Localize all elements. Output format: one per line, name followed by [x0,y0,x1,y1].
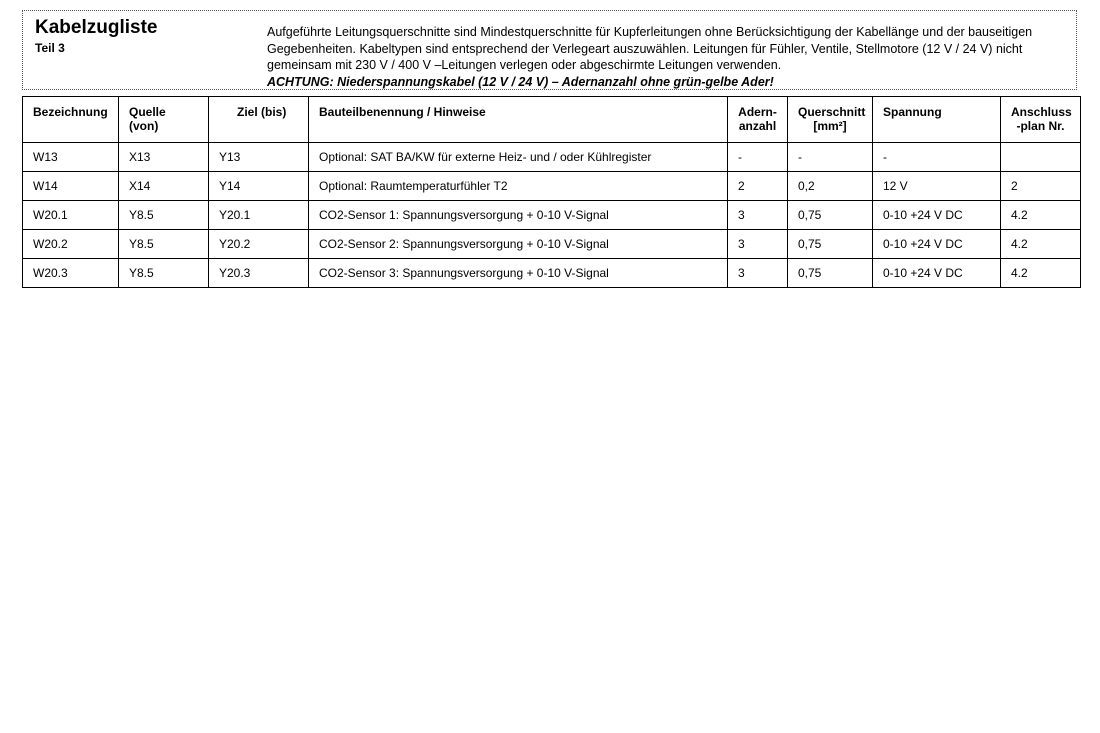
cell-bezeichnung: W20.3 [23,259,119,288]
cell-querschnitt: 0,75 [788,259,873,288]
col-header-bezeichnung: Bezeichnung [23,97,119,143]
col-header-quelle: Quelle (von) [119,97,209,143]
cell-ziel: Y14 [209,172,309,201]
cell-quelle: Y8.5 [119,230,209,259]
table-row [23,259,1081,288]
table-row [23,143,1081,172]
table-row [23,201,1081,230]
table-row [23,230,1081,259]
cell-spannung: 12 V [873,172,1001,201]
cell-bezeichnung: W20.2 [23,230,119,259]
cell-bezeichnung: W14 [23,172,119,201]
cell-querschnitt: 0,2 [788,172,873,201]
col-header-anschluss-line2: -plan Nr. [1016,119,1065,133]
cell-bezeichnung: W20.1 [23,201,119,230]
cell-ziel: Y20.1 [209,201,309,230]
col-header-querschnitt-line1: Querschnitt [798,105,866,119]
cell-anschluss: 4.2 [1001,201,1081,230]
header-box [22,10,1077,90]
col-header-anschluss-line1: Anschluss [1011,105,1072,119]
cell-anschluss: 4.2 [1001,230,1081,259]
notice [267,24,1067,90]
col-header-ziel: Ziel (bis) [209,97,309,143]
cell-bauteil: Optional: SAT BA/KW für externe Heiz- und / oder Kühlregister [309,143,728,172]
cell-spannung: - [873,143,1001,172]
cell-bezeichnung: W13 [23,143,119,172]
cell-anschluss [1001,143,1081,172]
cell-quelle: Y8.5 [119,259,209,288]
notice-text: Aufgeführte Leitungsquerschnitte sind Mindestquerschnitte für Kupferleitungen ohne Berücksichtigung der Kabellänge und der bauseitigen Gegebenheiten. Kabeltypen sind entsprechend der Verlegeart auszuwählen. Leitungen für Fühler, Ventile, Stellmotore (12 V / 24 V) nicht gemeinsam mit 230 V / 400 V –Leitungen verlegen oder abgeschirmte Leitungen verwenden. [267,25,1033,72]
cell-adern: 3 [728,201,788,230]
cell-spannung: 0-10 +24 V DC [873,230,1001,259]
cell-querschnitt: 0,75 [788,230,873,259]
cell-bauteil: CO2-Sensor 2: Spannungsversorgung + 0-10 V-Signal [309,230,728,259]
cell-adern: 3 [728,259,788,288]
col-header-adern-line1: Adern- [738,105,777,119]
cell-adern: 3 [728,230,788,259]
cell-querschnitt: - [788,143,873,172]
cell-anschluss: 4.2 [1001,259,1081,288]
cell-ziel: Y20.3 [209,259,309,288]
cell-quelle: X13 [119,143,209,172]
table-row [23,172,1081,201]
table-header-row [23,97,1081,143]
cell-spannung: 0-10 +24 V DC [873,259,1001,288]
notice-warning: ACHTUNG: Niederspannungskabel (12 V / 24 V) – Adernanzahl ohne grün-gelbe Ader! [267,74,774,89]
col-header-spannung: Spannung [873,97,1001,143]
cell-querschnitt: 0,75 [788,201,873,230]
document-subtitle: Teil 3 [35,41,65,55]
cell-quelle: Y8.5 [119,201,209,230]
cell-bauteil: Optional: Raumtemperaturfühler T2 [309,172,728,201]
cable-table [22,96,1081,288]
document-title: Kabelzugliste [35,17,158,38]
cell-bauteil: CO2-Sensor 1: Spannungsversorgung + 0-10 V-Signal [309,201,728,230]
cell-ziel: Y13 [209,143,309,172]
cell-spannung: 0-10 +24 V DC [873,201,1001,230]
cell-adern: - [728,143,788,172]
col-header-adern [728,97,788,143]
col-header-bauteil: Bauteilbenennung / Hinweise [309,97,728,143]
col-header-querschnitt-line2: [mm²] [813,119,847,133]
col-header-querschnitt [788,97,873,143]
cell-quelle: X14 [119,172,209,201]
cell-anschluss: 2 [1001,172,1081,201]
col-header-adern-line2: anzahl [738,119,777,133]
cell-ziel: Y20.2 [209,230,309,259]
col-header-anschluss [1001,97,1081,143]
cell-bauteil: CO2-Sensor 3: Spannungsversorgung + 0-10 V-Signal [309,259,728,288]
cell-adern: 2 [728,172,788,201]
